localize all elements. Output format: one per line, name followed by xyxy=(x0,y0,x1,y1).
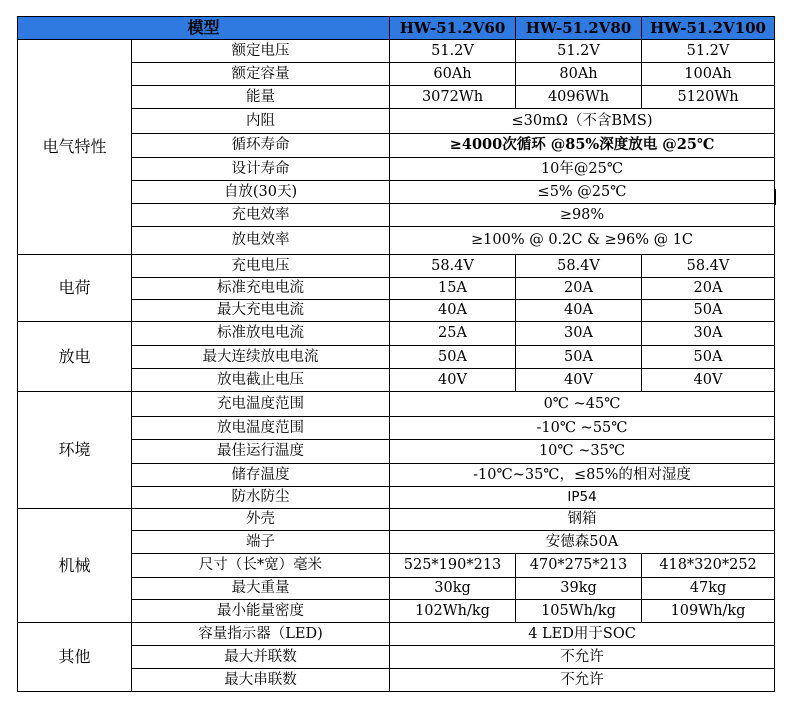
cell-value: 30A xyxy=(516,322,642,346)
group-other: 其他 xyxy=(18,623,132,692)
cell-value: 51.2V xyxy=(516,40,642,63)
table-row xyxy=(18,623,775,646)
cell-value: 50A xyxy=(642,346,775,369)
row-label: 额定容量 xyxy=(132,63,390,86)
row-label: 尺寸（长*宽）毫米 xyxy=(132,554,390,578)
cell-value: 58.4V xyxy=(390,255,516,278)
table-row xyxy=(18,322,775,346)
cell-value: 25A xyxy=(390,322,516,346)
table-row xyxy=(18,509,775,531)
cell-value: 40A xyxy=(390,300,516,322)
table-row xyxy=(18,40,775,63)
cell-value: 10℃ ~35℃ xyxy=(390,440,775,464)
row-label: 容量指示器（LED) xyxy=(132,623,390,646)
row-label: 循环寿命 xyxy=(132,134,390,158)
table-row xyxy=(18,464,775,487)
cell-value: 100Ah xyxy=(642,63,775,86)
row-label: 内阻 xyxy=(132,109,390,134)
cell-value: 50A xyxy=(390,346,516,369)
table-row xyxy=(18,646,775,669)
cell-value: 10年@25℃ xyxy=(390,158,775,181)
row-label: 标准充电电流 xyxy=(132,278,390,300)
row-label: 放电效率 xyxy=(132,227,390,255)
cell-value: 51.2V xyxy=(390,40,516,63)
row-label: 最大充电电流 xyxy=(132,300,390,322)
spec-table xyxy=(17,16,775,692)
row-label: 自放(30天) xyxy=(132,181,390,204)
cell-value: 50A xyxy=(642,300,775,322)
cell-value: 58.4V xyxy=(642,255,775,278)
table-row xyxy=(18,204,775,227)
cell-value: 钢箱 xyxy=(390,509,775,531)
cell-value: 4096Wh xyxy=(516,86,642,109)
row-label: 标准放电电流 xyxy=(132,322,390,346)
cell-value: 102Wh/kg xyxy=(390,600,516,623)
cell-value: 20A xyxy=(642,278,775,300)
group-environment: 环境 xyxy=(18,392,132,509)
table-row xyxy=(18,346,775,369)
table-row xyxy=(18,369,775,392)
table-row xyxy=(18,158,775,181)
model-header: 模型 xyxy=(18,17,390,40)
row-label: 最大重量 xyxy=(132,578,390,600)
cell-value: 30kg xyxy=(390,578,516,600)
table-row xyxy=(18,417,775,440)
row-label: 储存温度 xyxy=(132,464,390,487)
table-row xyxy=(18,134,775,158)
cell-value: 20A xyxy=(516,278,642,300)
row-label: 最大串联数 xyxy=(132,669,390,692)
row-label: 充电效率 xyxy=(132,204,390,227)
cell-value: 51.2V xyxy=(642,40,775,63)
row-label: 端子 xyxy=(132,531,390,554)
model-col-80: HW-51.2V80 xyxy=(516,17,642,40)
group-charge: 电荷 xyxy=(18,255,132,322)
cell-value: 安德森50A xyxy=(390,531,775,554)
row-label: 设计寿命 xyxy=(132,158,390,181)
table-row xyxy=(18,255,775,278)
cell-value: 40V xyxy=(516,369,642,392)
table-row xyxy=(18,300,775,322)
cell-value: -10℃~35℃，≤85%的相对湿度 xyxy=(390,464,775,487)
cell-value: 80Ah xyxy=(516,63,642,86)
row-label: 最大并联数 xyxy=(132,646,390,669)
cell-value: 5120Wh xyxy=(642,86,775,109)
cell-value: 不允许 xyxy=(390,646,775,669)
cell-value: ≥100% @ 0.2C & ≥96% @ 1C xyxy=(390,227,775,255)
cell-value: 418*320*252 xyxy=(642,554,775,578)
group-mechanical: 机械 xyxy=(18,509,132,623)
table-row xyxy=(18,86,775,109)
table-row xyxy=(18,181,775,204)
table-row xyxy=(18,109,775,134)
row-label: 放电截止电压 xyxy=(132,369,390,392)
table-row xyxy=(18,600,775,623)
row-label: 外壳 xyxy=(132,509,390,531)
group-discharge: 放电 xyxy=(18,322,132,392)
cell-value: 105Wh/kg xyxy=(516,600,642,623)
cell-value: 60Ah xyxy=(390,63,516,86)
row-label: 防水防尘 xyxy=(132,487,390,509)
cell-value: 47kg xyxy=(642,578,775,600)
table-row xyxy=(18,227,775,255)
text-cursor-mark xyxy=(774,189,776,205)
cell-value: ≥4000次循环 @85%深度放电 @25℃ xyxy=(390,134,775,158)
cell-value: 3072Wh xyxy=(390,86,516,109)
cell-value: 不允许 xyxy=(390,669,775,692)
cell-value: ≥98% xyxy=(390,204,775,227)
row-label: 充电温度范围 xyxy=(132,392,390,417)
table-row xyxy=(18,440,775,464)
row-label: 最小能量密度 xyxy=(132,600,390,623)
cell-value: 50A xyxy=(516,346,642,369)
row-label: 额定电压 xyxy=(132,40,390,63)
cell-value: -10℃ ~55℃ xyxy=(390,417,775,440)
cell-value: 4 LED用于SOC xyxy=(390,623,775,646)
table-row xyxy=(18,531,775,554)
row-label: 最大连续放电电流 xyxy=(132,346,390,369)
cell-value: 39kg xyxy=(516,578,642,600)
header-row xyxy=(18,17,775,40)
cell-value: 40V xyxy=(390,369,516,392)
cell-value: 58.4V xyxy=(516,255,642,278)
row-label: 最佳运行温度 xyxy=(132,440,390,464)
model-col-100: HW-51.2V100 xyxy=(642,17,775,40)
group-electrical: 电气特性 xyxy=(18,40,132,255)
cell-value: 0℃ ~45℃ xyxy=(390,392,775,417)
table-row xyxy=(18,392,775,417)
table-row xyxy=(18,669,775,692)
cell-value: 40A xyxy=(516,300,642,322)
cell-value: 40V xyxy=(642,369,775,392)
cell-value: IP54 xyxy=(390,487,775,509)
cell-value: 525*190*213 xyxy=(390,554,516,578)
model-col-60: HW-51.2V60 xyxy=(390,17,516,40)
row-label: 能量 xyxy=(132,86,390,109)
table-row xyxy=(18,278,775,300)
table-row xyxy=(18,63,775,86)
table-row xyxy=(18,487,775,509)
cell-value: 109Wh/kg xyxy=(642,600,775,623)
table-row xyxy=(18,554,775,578)
cell-value: 30A xyxy=(642,322,775,346)
table-row xyxy=(18,578,775,600)
cell-value: ≤5% @25℃ xyxy=(390,181,775,204)
cell-value: 470*275*213 xyxy=(516,554,642,578)
row-label: 充电电压 xyxy=(132,255,390,278)
row-label: 放电温度范围 xyxy=(132,417,390,440)
cell-value: ≤30mΩ（不含BMS) xyxy=(390,109,775,134)
cell-value: 15A xyxy=(390,278,516,300)
